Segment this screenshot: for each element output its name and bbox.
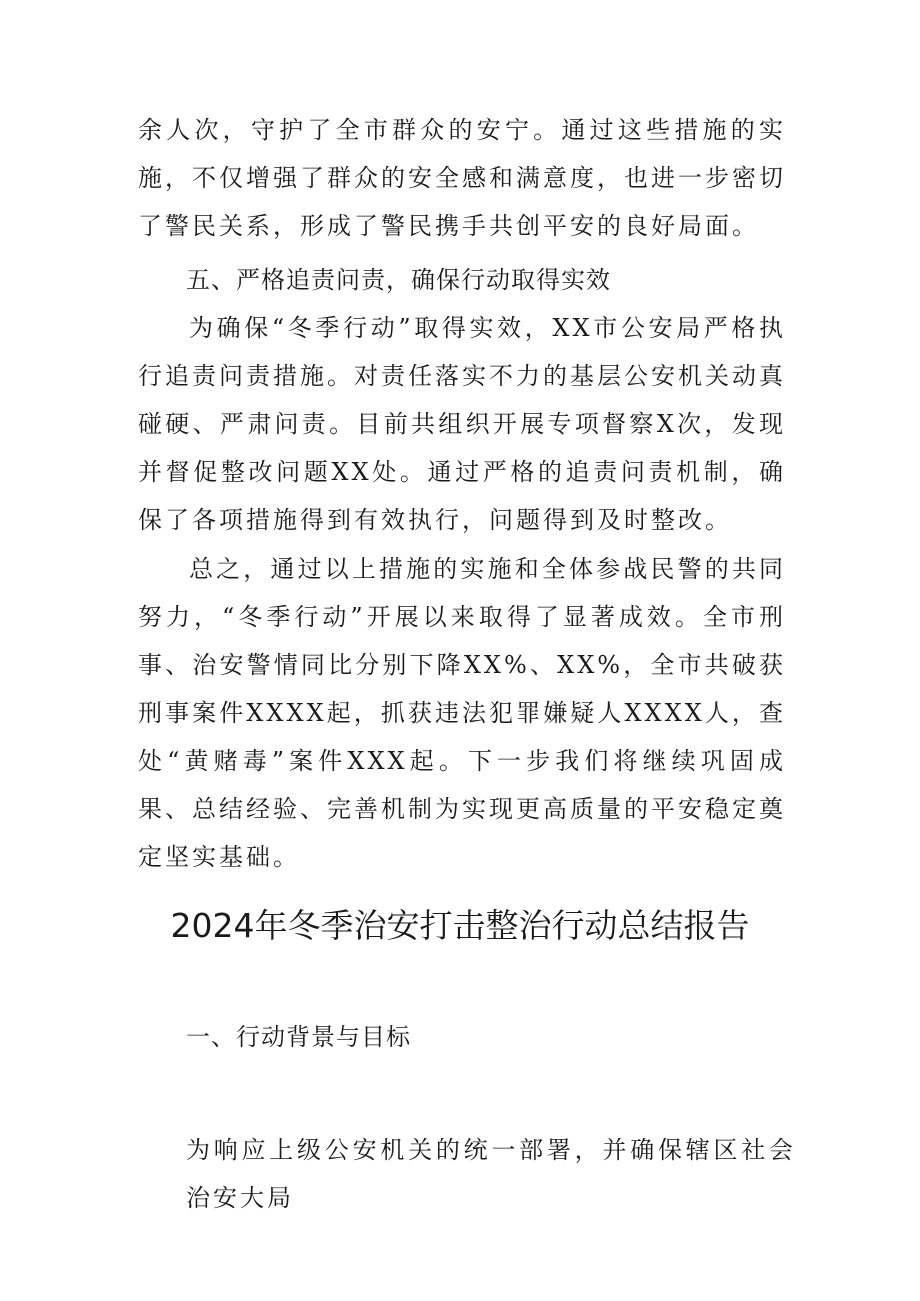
section-heading-accountability: 五、严格追责问责，确保行动取得实效 <box>186 266 611 294</box>
section-heading-background: 一、行动背景与目标 <box>186 1023 411 1051</box>
report-title: 2024年冬季治安打击整治行动总结报告 <box>170 906 750 945</box>
paragraph-background: 为响应上级公安机关的统一部署，并确保辖区社会治安大局 <box>186 1136 796 1212</box>
paragraph-results-continued: 余人次，守护了全市群众的安宁。通过这些措施的实施，不仅增强了群众的安全感和满意度，也进一步密切了警民关系，形成了警民携手共创平安的良好局面。 <box>138 116 786 240</box>
paragraph-accountability: 为确保“冬季行动”取得实效，XX市公安局严格执行追责问责措施。对责任落实不力的基层公安机关动真碰硬、严肃问责。目前共组织开展专项督察X次，发现并督促整改问题XX处。通过严格的追责问责机制，确保了各项措施得到有效执行，问题得到及时整改。 <box>138 314 786 534</box>
paragraph-conclusion: 总之，通过以上措施的实施和全体参战民警的共同努力，“冬季行动”开展以来取得了显著成效。全市刑事、治安警情同比分别下降XX%、XX%，全市共破获刑事案件XXXX起，抓获违法犯罪嫌疑人XXXX人，查处“黄赌毒”案件XXX起。下一步我们将继续巩固成果、总结经验、完善机制为实现更高质量的平安稳定奠定坚实基础。 <box>138 555 786 871</box>
